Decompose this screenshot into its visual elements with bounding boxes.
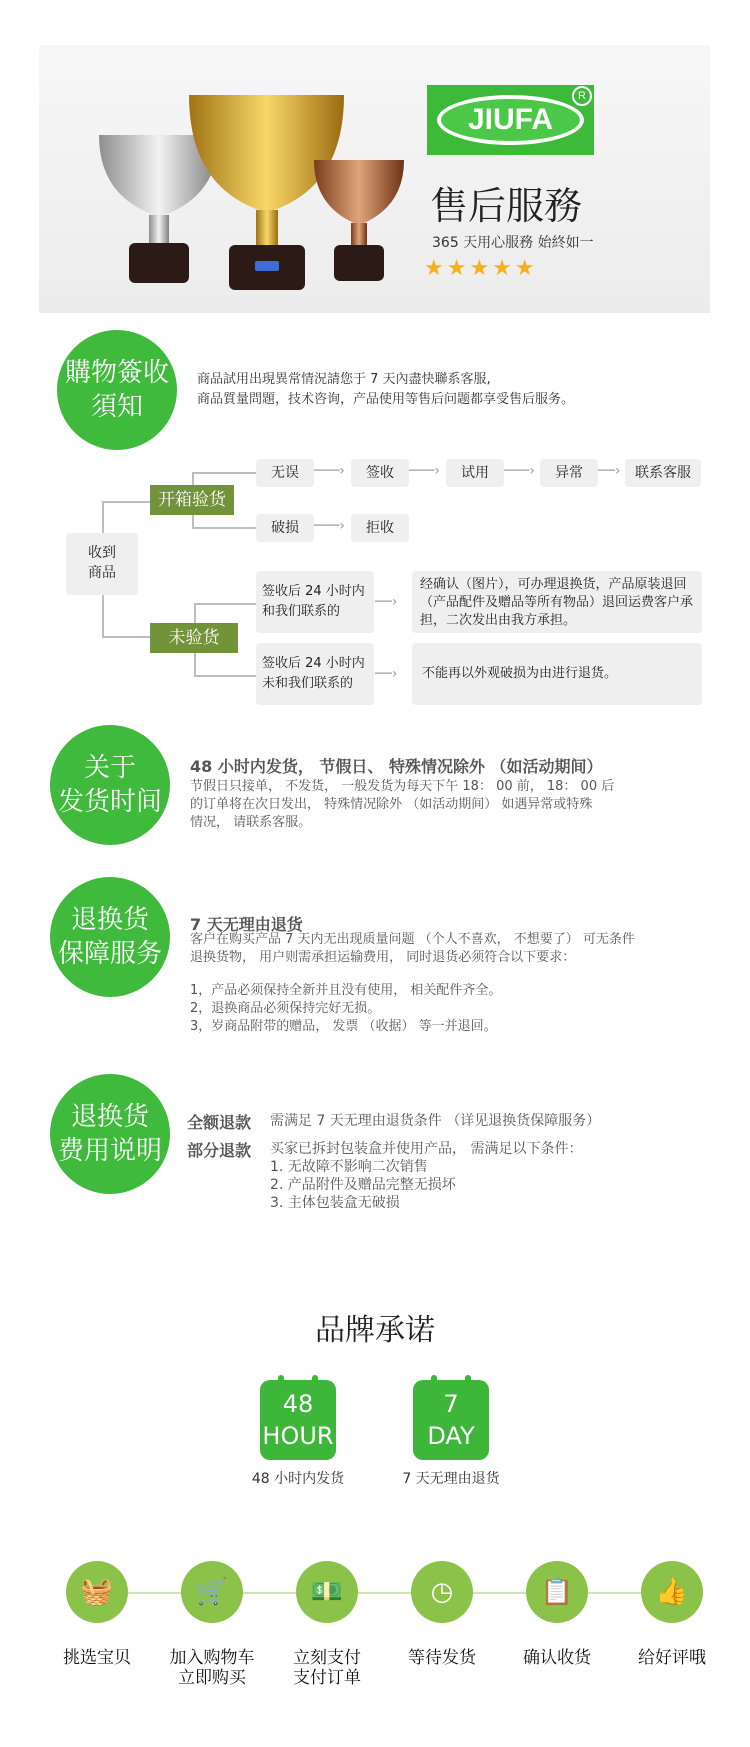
flow-step-ok: 无误 (256, 459, 314, 487)
ship-body (190, 778, 614, 832)
return-body-line2: 退换货物， 用户则需承担运输费用， 同时退货必须符合以下要求： (190, 950, 576, 965)
ship-circle-line2: 发货时间 (57, 787, 162, 817)
flow-received: 收到 商品 (66, 533, 138, 595)
return-requirements (190, 982, 501, 1036)
flow-line (192, 527, 256, 529)
card-label: 48 小时内发货 (251, 1471, 345, 1487)
basket-icon: 🧺 (66, 1561, 128, 1623)
return-circle-line2: 保障服务 (57, 939, 162, 969)
flow-step-abnormal: 异常 (540, 459, 598, 487)
card-number: 7 (443, 1390, 459, 1418)
sign-circle-line2: 須知 (90, 392, 143, 422)
part-refund-conditions (270, 1158, 456, 1212)
flow-line (102, 636, 150, 638)
flow-line (194, 653, 196, 675)
full-refund-text: 需满足 7 天无理由退货条件 （详见退换货保障服务） (270, 1113, 601, 1129)
full-refund-label: 全额退款 (187, 1113, 252, 1132)
clock-icon: ◷ (411, 1561, 473, 1623)
banner-title: 售后服務 (430, 184, 583, 228)
part-refund-label: 部分退款 (187, 1141, 252, 1160)
flow-line (102, 501, 150, 503)
card-unit: HOUR (262, 1422, 334, 1450)
hour-calendar-icon (260, 1380, 336, 1460)
clipboard-icon: 📋 (526, 1561, 588, 1623)
sign-circle-line1: 購物簽收 (64, 358, 169, 388)
fee-circle-line2: 费用说明 (57, 1136, 162, 1166)
thumbs-up-icon: 👍 (641, 1561, 703, 1623)
banner (39, 45, 710, 313)
return-heading: 7 天无理由退货 (190, 915, 303, 934)
flow-line (192, 515, 194, 527)
flow-line (102, 501, 104, 533)
return-circle-line1: 退换货 (70, 905, 149, 935)
cart-icon: 🛒 (181, 1561, 243, 1623)
return-item: 1，产品必须保持全新并且没有使用， 相关配件齐全。 (190, 983, 502, 998)
flow-line (194, 603, 256, 605)
arrow-right-icon: ───› (314, 463, 345, 479)
flow-step-sign: 签收 (351, 459, 409, 487)
step-line1: 立刻支付 (293, 1648, 361, 1668)
return-item: 3，岁商品附带的赠品， 发票 （收据） 等一并退回。 (190, 1019, 497, 1034)
arrow-right-icon: ───› (314, 518, 345, 534)
step-line1: 确认收货 (523, 1648, 591, 1668)
step-line2: 支付订单 (293, 1668, 361, 1688)
sign-text-line1: 商品試用出現異常情況請您于 7 天內盡快聯系客服, (197, 372, 491, 387)
ship-circle (50, 725, 170, 845)
card-number: 48 (282, 1390, 314, 1418)
flow-step-damaged: 破损 (256, 514, 314, 542)
process-step-5 (502, 1648, 612, 1668)
card-unit: DAY (427, 1422, 475, 1450)
return-body (190, 931, 635, 967)
return-circle (50, 877, 170, 997)
part-refund-text: 买家已拆封包装盒并使用产品， 需满足以下条件： (270, 1141, 583, 1157)
fee-circle (50, 1074, 170, 1194)
arrow-right-icon: ──› (375, 594, 398, 610)
sign-text (197, 370, 574, 410)
condition-item: 1. 无故障不影响二次销售 (270, 1159, 428, 1175)
condition-item: 2. 产品附件及赠品完整无损坏 (270, 1177, 456, 1193)
flow-not-24h: 签收后 24 小时内 未和我们联系的 (256, 643, 374, 705)
day-calendar-icon (413, 1380, 489, 1460)
flow-line (102, 595, 104, 638)
process-step-2 (157, 1648, 267, 1688)
ship-body-line3: 情况， 请联系客服。 (190, 815, 312, 830)
arrow-right-icon: ──› (375, 666, 398, 682)
arrow-right-icon: ───› (409, 463, 440, 479)
condition-item: 3. 主体包装盒无破损 (270, 1195, 400, 1211)
process-step-6 (617, 1648, 727, 1668)
brand-logo: JIUFA (437, 95, 584, 145)
sign-circle (57, 330, 177, 450)
process-step-1 (42, 1648, 152, 1668)
trophies-image (79, 65, 409, 315)
return-item: 2，退换商品必须保持完好无损。 (190, 1001, 381, 1016)
fee-circle-line1: 退换货 (70, 1102, 149, 1132)
ship-body-line1: 节假日只接单， 不发货， 一般发货为每天下午 18： 00 前， 18： 00 后 (190, 779, 615, 794)
step-line1: 加入购物车 (169, 1648, 255, 1668)
process-step-3 (272, 1648, 382, 1688)
step-line2: 立即购买 (178, 1668, 246, 1688)
registered-mark: R (572, 86, 592, 106)
open-check-label: 开箱验货 (150, 485, 234, 515)
flow-line (194, 675, 256, 677)
ship-circle-line1: 关于 (83, 753, 136, 783)
card-label: 7 天无理由退货 (402, 1471, 500, 1487)
flow-within-24h: 签收后 24 小时内 和我们联系的 (256, 571, 374, 633)
return-body-line1: 客户在购买产品 7 天内无出现质量问题 （个人不喜欢， 不想要了） 可无条件 (190, 932, 635, 947)
banner-subtitle: 365 天用心服務 始終如一 (432, 235, 594, 251)
flow-step-contact: 联系客服 (625, 459, 701, 487)
brand-title: 品牌承诺 (315, 1313, 435, 1348)
money-icon: 💵 (296, 1561, 358, 1623)
sign-text-line2: 商品質量問題，技术咨询，产品使用等售后问题都享受售后服务。 (197, 392, 575, 407)
ship-body-line2: 的订单将在次日发出， 特殊情况除外 （如活动期间） 如遇异常或特殊 (190, 797, 593, 812)
flow-line (194, 603, 196, 623)
arrow-right-icon: ──› (598, 463, 621, 479)
step-line1: 等待发货 (408, 1648, 476, 1668)
rating-stars: ★★★★★ (424, 256, 538, 281)
arrow-right-icon: ───› (504, 463, 535, 479)
flow-step-trial: 试用 (446, 459, 504, 487)
ship-heading: 48 小时内发货， 节假日、 特殊情况除外 （如活动期间） (190, 757, 603, 776)
flow-step-reject: 拒收 (351, 514, 409, 542)
not-check-label: 未验货 (150, 623, 238, 653)
flow-within-result: 经确认（图片），可办理退换货，产品原装退回（产品配件及赠品等所有物品）退回运费客户承担，二次发出由我方承担。 (412, 571, 702, 633)
flow-line (192, 472, 256, 474)
step-line1: 挑选宝贝 (63, 1648, 131, 1668)
process-step-4 (387, 1648, 497, 1668)
flow-not-result: 不能再以外观破损为由进行退货。 (412, 643, 702, 705)
step-line1: 给好评哦 (638, 1648, 706, 1668)
